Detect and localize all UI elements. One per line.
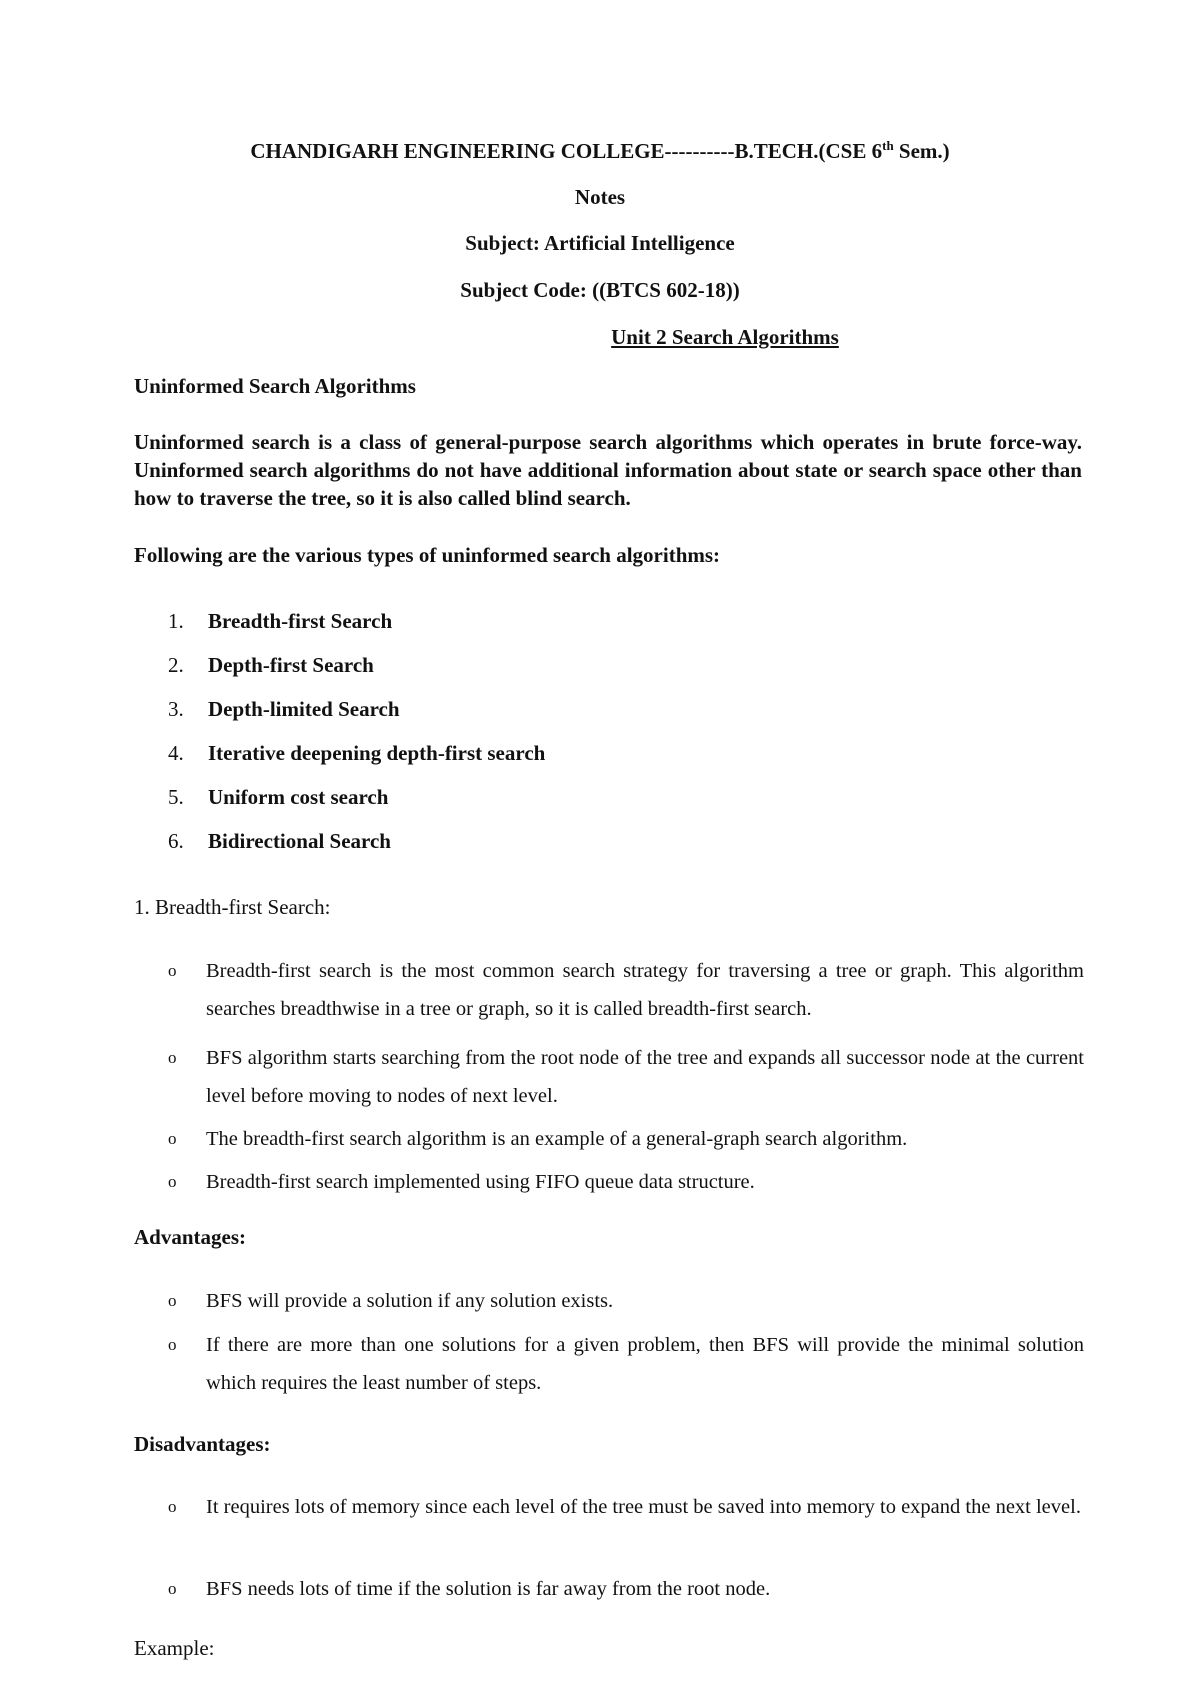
bullet-mark: o xyxy=(168,1497,177,1516)
bullet-text: The breadth-first search algorithm is an example of a general-graph search algorithm. xyxy=(206,1128,908,1150)
bullet-mark: o xyxy=(168,1172,177,1191)
type-list-item xyxy=(168,828,391,854)
example-label: Example: xyxy=(134,1636,215,1660)
type-list-item xyxy=(168,740,545,766)
section-heading: Uninformed Search Algorithms xyxy=(134,374,416,398)
item-label: Iterative deepening depth-first search xyxy=(208,741,546,765)
bfs-bullet xyxy=(168,952,1084,1028)
bfs-heading: 1. Breadth-first Search: xyxy=(134,895,331,919)
advantages-heading: Advantages: xyxy=(134,1225,247,1249)
type-list-item xyxy=(168,784,388,810)
semester-superscript: th xyxy=(882,138,894,153)
college-header-line xyxy=(0,138,1200,164)
disadvantage-bullet xyxy=(168,1570,1084,1608)
advantage-bullet xyxy=(168,1326,1084,1402)
item-label: Bidirectional Search xyxy=(208,829,391,853)
college-line-prefix: CHANDIGARH ENGINEERING COLLEGE----------B.TECH.(CSE 6 xyxy=(250,139,883,163)
bullet-text: BFS will provide a solution if any solution exists. xyxy=(206,1290,614,1312)
bullet-text: Breadth-first search is the most common search strategy for traversing a tree or graph. This algorithm searches breadthwise in a tree or graph, so it is called breadth-first search. xyxy=(206,960,1084,1020)
item-label: Depth-first Search xyxy=(208,653,374,677)
types-intro: Following are the various types of uninformed search algorithms: xyxy=(134,543,721,567)
intro-paragraph: Uninformed search is a class of general-purpose search algorithms which operates in brute force-way. Uninformed search algorithms do not have additional information about state or search space other than how to traverse the tree, so it is also called blind search. xyxy=(134,430,1082,510)
bfs-bullet xyxy=(168,1039,1084,1115)
bullet-mark: o xyxy=(168,1129,177,1148)
item-number: 1. xyxy=(168,609,184,633)
item-number: 5. xyxy=(168,785,184,809)
type-list-item xyxy=(168,652,374,678)
unit-title xyxy=(125,324,1200,350)
bfs-bullet xyxy=(168,1120,1084,1158)
bullet-mark: o xyxy=(168,1291,177,1310)
type-list-item xyxy=(168,696,400,722)
disadvantages-heading: Disadvantages: xyxy=(134,1432,271,1456)
bullet-mark: o xyxy=(168,961,177,980)
bullet-text: If there are more than one solutions for a given problem, then BFS will provide the minimal solution which requires the least number of steps. xyxy=(206,1334,1084,1394)
bullet-text: It requires lots of memory since each level of the tree must be saved into memory to expand the next level. xyxy=(206,1496,1081,1518)
advantage-bullet xyxy=(168,1282,1084,1320)
bullet-text: Breadth-first search implemented using FIFO queue data structure. xyxy=(206,1171,755,1193)
bullet-mark: o xyxy=(168,1048,177,1067)
item-label: Depth-limited Search xyxy=(208,697,400,721)
college-line-suffix: Sem.) xyxy=(893,139,950,163)
bullet-text: BFS algorithm starts searching from the root node of the tree and expands all successor node at the current level before moving to nodes of next level. xyxy=(206,1047,1084,1107)
item-number: 4. xyxy=(168,741,184,765)
bfs-bullet xyxy=(168,1163,1084,1201)
subject-code-line: Subject Code: ((BTCS 602-18)) xyxy=(460,278,740,302)
bullet-text: BFS needs lots of time if the solution is far away from the root node. xyxy=(206,1578,771,1600)
item-label: Uniform cost search xyxy=(208,785,389,809)
item-label: Breadth-first Search xyxy=(208,609,393,633)
item-number: 6. xyxy=(168,829,184,853)
item-number: 3. xyxy=(168,697,184,721)
bullet-mark: o xyxy=(168,1579,177,1598)
disadvantage-bullet xyxy=(168,1488,1084,1526)
bullet-mark: o xyxy=(168,1335,177,1354)
notes-title: Notes xyxy=(574,185,626,209)
item-number: 2. xyxy=(168,653,184,677)
unit-title-text: Unit 2 Search Algorithms xyxy=(611,325,839,349)
subject-line: Subject: Artificial Intelligence xyxy=(465,231,735,255)
type-list-item xyxy=(168,608,392,634)
